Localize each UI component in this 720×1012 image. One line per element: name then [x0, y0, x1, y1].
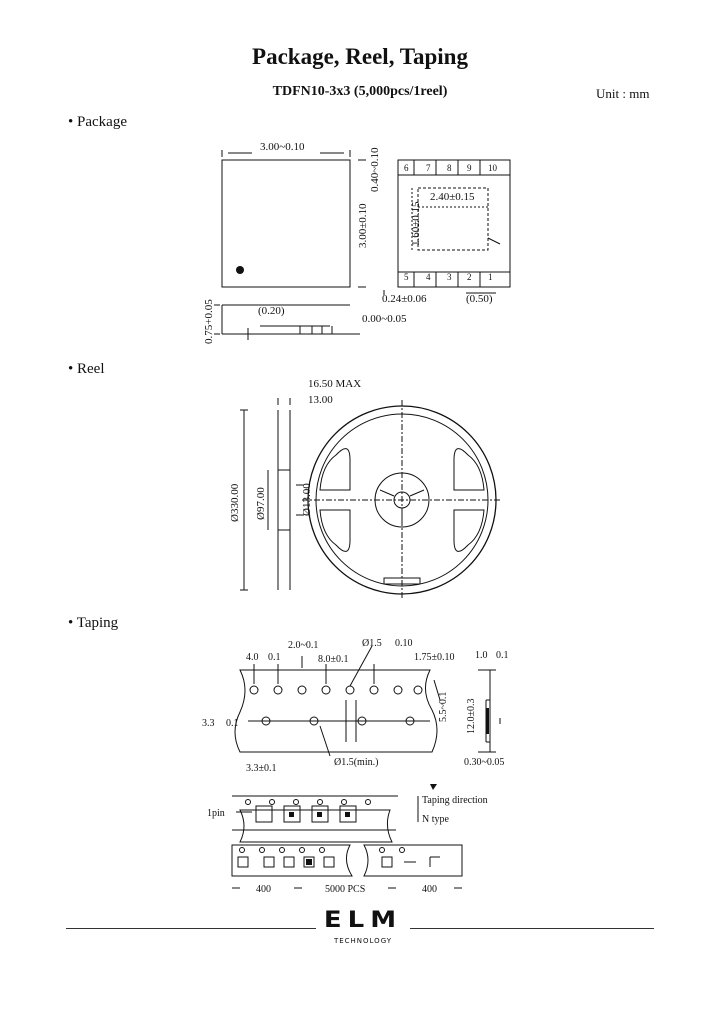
sprocket-hole	[274, 686, 282, 694]
reel-width-max: 16.50 MAX	[308, 378, 362, 390]
count-label: 5000 PCS	[325, 884, 366, 895]
leader-left: 400	[256, 884, 271, 895]
reel-window	[320, 449, 350, 490]
reel-hub	[375, 473, 429, 527]
pkg-standoff: (0.20)	[258, 305, 285, 317]
tape-hole-to-pocket: 2.0~0.1	[288, 640, 319, 651]
reel-outer-dia: Ø330.00	[229, 483, 241, 522]
tape-edge-to-hole: 1.75±0.10	[414, 652, 455, 663]
footer-rule-left	[66, 928, 316, 929]
pin-label: 3	[447, 272, 452, 282]
pkg-lead-width: 0.24±0.06	[382, 293, 427, 305]
tape-thickness: 0.30~0.05	[464, 757, 505, 768]
pin-label: 6	[404, 163, 409, 173]
leader-right: 400	[422, 884, 437, 895]
pkg-lead-length: (0.50)	[466, 293, 493, 305]
reel-outer-flange	[308, 406, 496, 594]
tape-component	[284, 806, 300, 822]
reel-hub-dia: Ø97.00	[255, 487, 267, 520]
tape-pocket-depth: 1.0	[475, 650, 488, 661]
pin-label: 7	[426, 163, 431, 173]
footer-rule-right	[410, 928, 654, 929]
pin-label: 4	[426, 272, 431, 282]
carrier-tape	[235, 670, 437, 752]
company-logo: ELM	[323, 907, 403, 933]
tape-width: 12.0±0.3	[466, 698, 477, 734]
pkg-height-dim: 3.00±0.10	[357, 203, 369, 248]
pin-label: 10	[488, 163, 497, 173]
section-taping-heading: • Taping	[68, 615, 119, 631]
tape-pocket-length: 3.3±0.1	[246, 763, 277, 774]
reel-window	[454, 510, 484, 551]
tape-pocket-width: 3.3	[202, 718, 215, 729]
reel-arbor-hole	[394, 492, 410, 508]
pocket-hole	[262, 717, 270, 725]
tape-hole-offset: 5.5~0.1	[438, 691, 449, 722]
unit-label: Unit : mm	[596, 86, 650, 101]
reel-window	[320, 510, 350, 551]
pocket-hole	[358, 717, 366, 725]
sprocket-hole	[298, 686, 306, 694]
sprocket-hole	[322, 686, 330, 694]
pin-label: 2	[467, 272, 472, 282]
company-logo-sub: TECHNOLOGY	[333, 937, 393, 945]
sprocket-hole	[250, 686, 258, 694]
pin-label: 8	[447, 163, 452, 173]
tape-hole-dia: Ø1.5	[362, 638, 382, 649]
sprocket-hole	[370, 686, 378, 694]
exposed-pad	[418, 188, 488, 250]
tape-component	[312, 806, 328, 822]
section-package-heading: • Package	[68, 114, 127, 130]
direction-arrow-icon	[430, 784, 437, 790]
tape-sprocket-pitch: 4.0	[246, 652, 259, 663]
pkg-pad-height: 1.60±0.15	[410, 201, 422, 246]
page-title: Package, Reel, Taping	[252, 44, 468, 69]
tape-hole-dia-tol: 0.10	[395, 638, 413, 649]
pin1-label: 1pin	[207, 808, 225, 819]
pin1-marker-icon	[236, 266, 244, 274]
pocket-hole	[406, 717, 414, 725]
pkg-width-dim: 3.00~0.10	[260, 141, 305, 153]
pkg-thickness: 0.75+0.05	[203, 299, 215, 344]
package-bottom-view	[398, 160, 510, 287]
tape-sprocket-tol: 0.1	[268, 652, 281, 663]
reel-window	[454, 449, 484, 490]
reel-arbor-dia: Ø13.00	[301, 483, 313, 516]
sprocket-hole	[394, 686, 402, 694]
pkg-lead-pitch: 0.40~0.10	[369, 147, 381, 192]
taping-direction-label: Taping direction	[422, 795, 488, 806]
pocket-hole	[310, 717, 318, 725]
pin-label: 5	[404, 272, 409, 282]
tape-pocket-pitch: 8.0±0.1	[318, 654, 349, 665]
tape-component	[340, 806, 356, 822]
taping-type-label: N type	[422, 814, 449, 825]
package-top-view	[222, 160, 350, 287]
page-subtitle: TDFN10-3x3 (5,000pcs/1reel)	[272, 84, 448, 99]
pin-label: 1	[488, 272, 493, 282]
reel-label-slot	[384, 578, 420, 584]
reel-width-nom: 13.00	[308, 394, 333, 406]
direction-tape	[240, 810, 392, 842]
section-reel-heading: • Reel	[68, 361, 105, 377]
tape-pocket-hole: Ø1.5(min.)	[334, 757, 379, 768]
reel-hub-profile	[278, 470, 290, 530]
sprocket-hole	[346, 686, 354, 694]
tape-pocket-width-tol: 0.1	[226, 718, 239, 729]
pkg-pad-width: 2.40±0.15	[430, 191, 475, 203]
reel-inner-rim	[316, 414, 488, 586]
tape-pocket-depth-tol: 0.1	[496, 650, 509, 661]
tape-component	[256, 806, 272, 822]
pin-label: 9	[467, 163, 472, 173]
sprocket-hole	[414, 686, 422, 694]
pkg-standoff-range: 0.00~0.05	[362, 313, 407, 325]
